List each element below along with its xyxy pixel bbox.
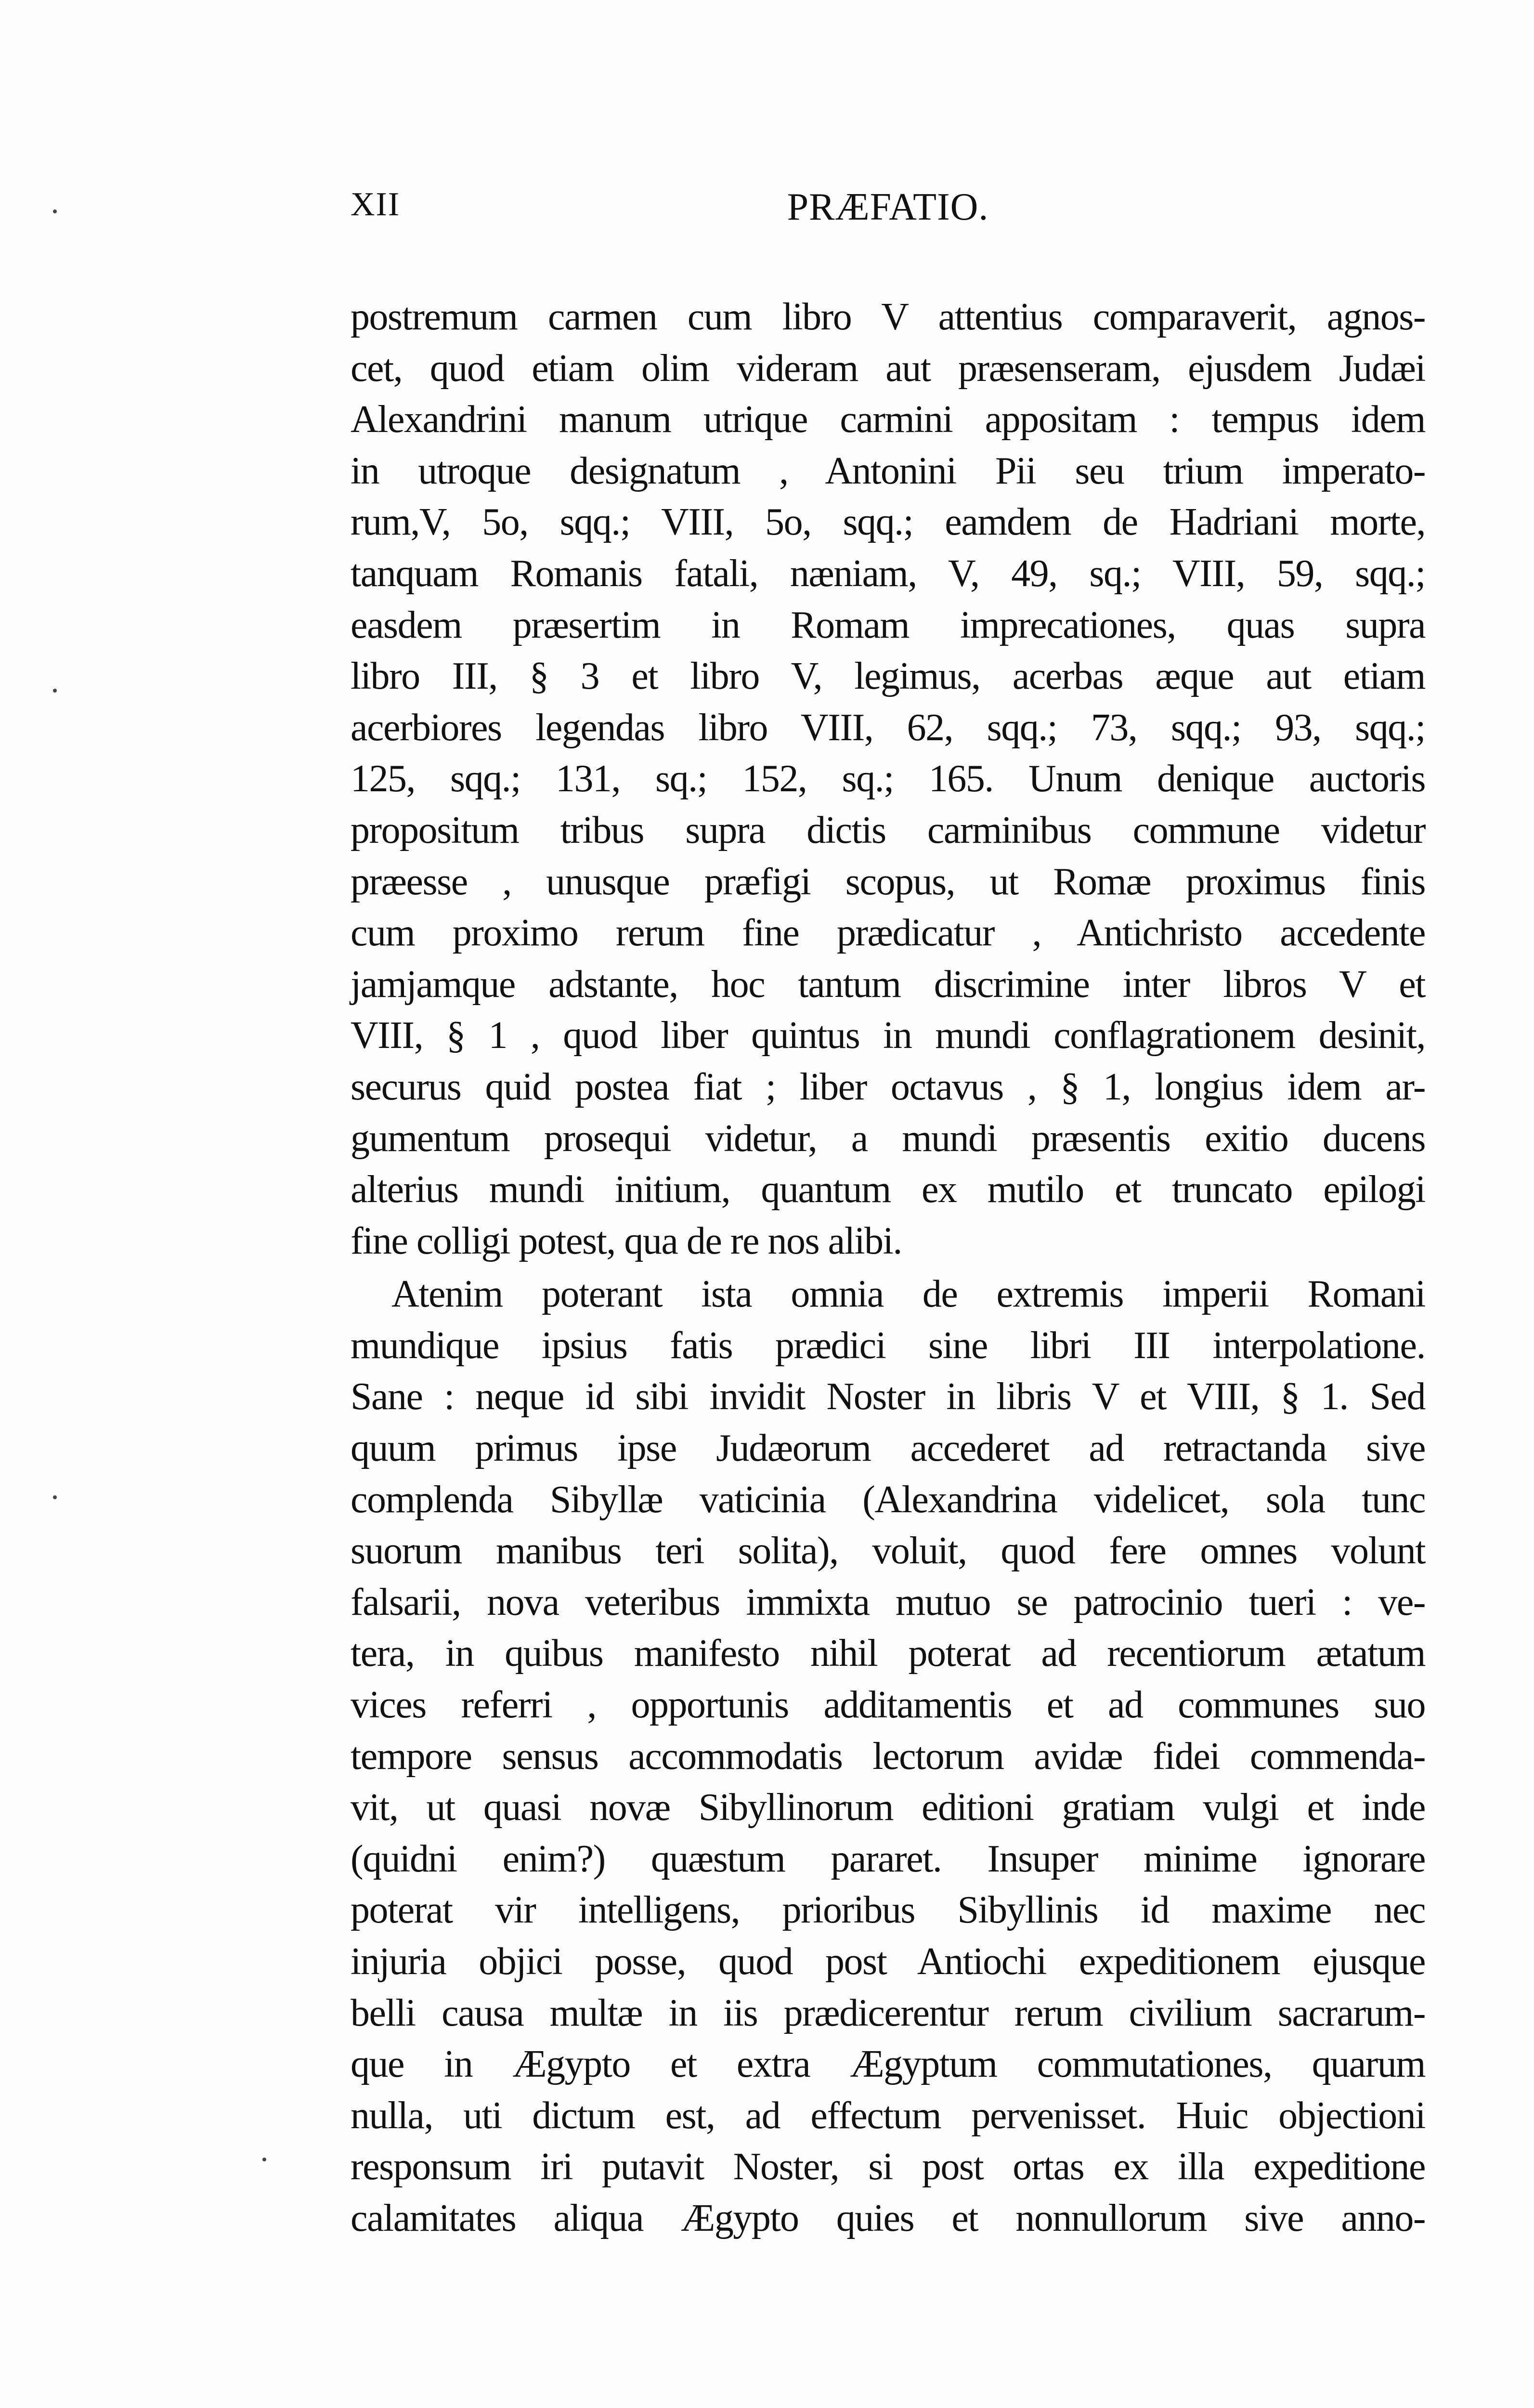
text-line: tempore sensus accommodatis lectorum avidæ fidei commenda-	[351, 1735, 1425, 1778]
text-line: mundique ipsius fatis prædici sine libri III interpolatione.	[351, 1324, 1425, 1367]
running-head	[351, 185, 1425, 234]
paragraph-1	[351, 291, 1425, 1267]
text-line: suorum manibus teri solita), voluit, quod fere omnes volunt	[351, 1530, 1425, 1572]
text-line: postremum carmen cum libro V attentius comparaverit, agnos-	[351, 296, 1425, 338]
text-line: vices referri , opportunis additamentis et ad communes suo	[351, 1684, 1425, 1727]
text-line: quum primus ipse Judæorum accederet ad retractanda sive	[351, 1427, 1425, 1470]
text-line: complenda Sibyllæ vaticinia (Alexandrina videlicet, sola tunc	[351, 1478, 1425, 1521]
text-line: nulla, uti dictum est, ad effectum pervenisset. Huic objectioni	[351, 2094, 1425, 2137]
text-line: 125, sqq.; 131, sq.; 152, sq.; 165. Unum denique auctoris	[351, 758, 1425, 800]
page-title: PRÆFATIO.	[787, 186, 989, 228]
text-line: Sane : neque id sibi invidit Noster in libris V et VIII, § 1. Sed	[351, 1375, 1425, 1418]
scan-speck	[53, 209, 57, 213]
text-line: fine colligi potest, qua de re nos alibi.	[351, 1219, 902, 1262]
text-line: libro III, § 3 et libro V, legimus, acerbas æque aut etiam	[351, 655, 1425, 698]
scan-speck	[53, 1495, 57, 1499]
text-line: calamitates aliqua Ægypto quies et nonnullorum sive anno-	[351, 2197, 1425, 2239]
text-line: acerbiores legendas libro VIII, 62, sqq.; 73, sqq.; 93, sqq.;	[351, 706, 1425, 749]
text-line: tera, in quibus manifesto nihil poterat ad recentiorum ætatum	[351, 1632, 1425, 1675]
text-line: belli causa multæ in iis prædicerentur rerum civilium sacrarum-	[351, 1991, 1425, 2034]
text-line: in utroque designatum , Antonini Pii seu trium imperato-	[351, 449, 1425, 492]
scan-speck	[262, 2158, 266, 2161]
text-line: que in Ægypto et extra Ægyptum commutationes, quarum	[351, 2043, 1425, 2086]
paragraph-2	[351, 1269, 1425, 2244]
text-line: VIII, § 1 , quod liber quintus in mundi conflagrationem desinit,	[351, 1014, 1425, 1057]
body-text	[351, 291, 1425, 2244]
text-line: (quidni enim?) quæstum pararet. Insuper minime ignorare	[351, 1837, 1425, 1880]
text-line: jamjamque adstante, hoc tantum discrimine inter libros V et	[351, 963, 1425, 1006]
text-line: vit, ut quasi novæ Sibyllinorum editioni gratiam vulgi et inde	[351, 1786, 1425, 1829]
text-line: rum,V, 5o, sqq.; VIII, 5o, sqq.; eamdem de Hadriani morte,	[351, 501, 1425, 544]
text-line: injuria objici posse, quod post Antiochi expeditionem ejusque	[351, 1940, 1425, 1983]
scan-speck	[53, 689, 57, 693]
page-number: XII	[351, 186, 401, 223]
text-line: easdem præsertim in Romam imprecationes, quas supra	[351, 603, 1425, 646]
text-line: cet, quod etiam olim videram aut præsenseram, ejusdem Judæi	[351, 347, 1425, 390]
text-line: responsum iri putavit Noster, si post ortas ex illa expeditione	[351, 2146, 1425, 2188]
text-line: cum proximo rerum fine prædicatur , Antichristo accedente	[351, 912, 1425, 955]
text-line: falsarii, nova veteribus immixta mutuo se patrocinio tueri : ve-	[351, 1581, 1425, 1623]
text-line: poterat vir intelligens, prioribus Sibyllinis id maxime nec	[351, 1889, 1425, 1932]
text-line: tanquam Romanis fatali, næniam, V, 49, sq.; VIII, 59, sqq.;	[351, 552, 1425, 595]
text-line: alterius mundi initium, quantum ex mutilo et truncato epilogi	[351, 1168, 1425, 1211]
text-line: Atenim poterant ista omnia de extremis imperii Romani	[391, 1273, 1425, 1316]
text-line: gumentum prosequi videtur, a mundi præsentis exitio ducens	[351, 1117, 1425, 1160]
text-line: Alexandrini manum utrique carmini appositam : tempus idem	[351, 398, 1425, 441]
text-line: præesse , unusque præfigi scopus, ut Romæ proximus finis	[351, 860, 1425, 903]
text-line: propositum tribus supra dictis carminibus commune videtur	[351, 809, 1425, 851]
text-line: securus quid postea fiat ; liber octavus , § 1, longius idem ar-	[351, 1065, 1425, 1108]
